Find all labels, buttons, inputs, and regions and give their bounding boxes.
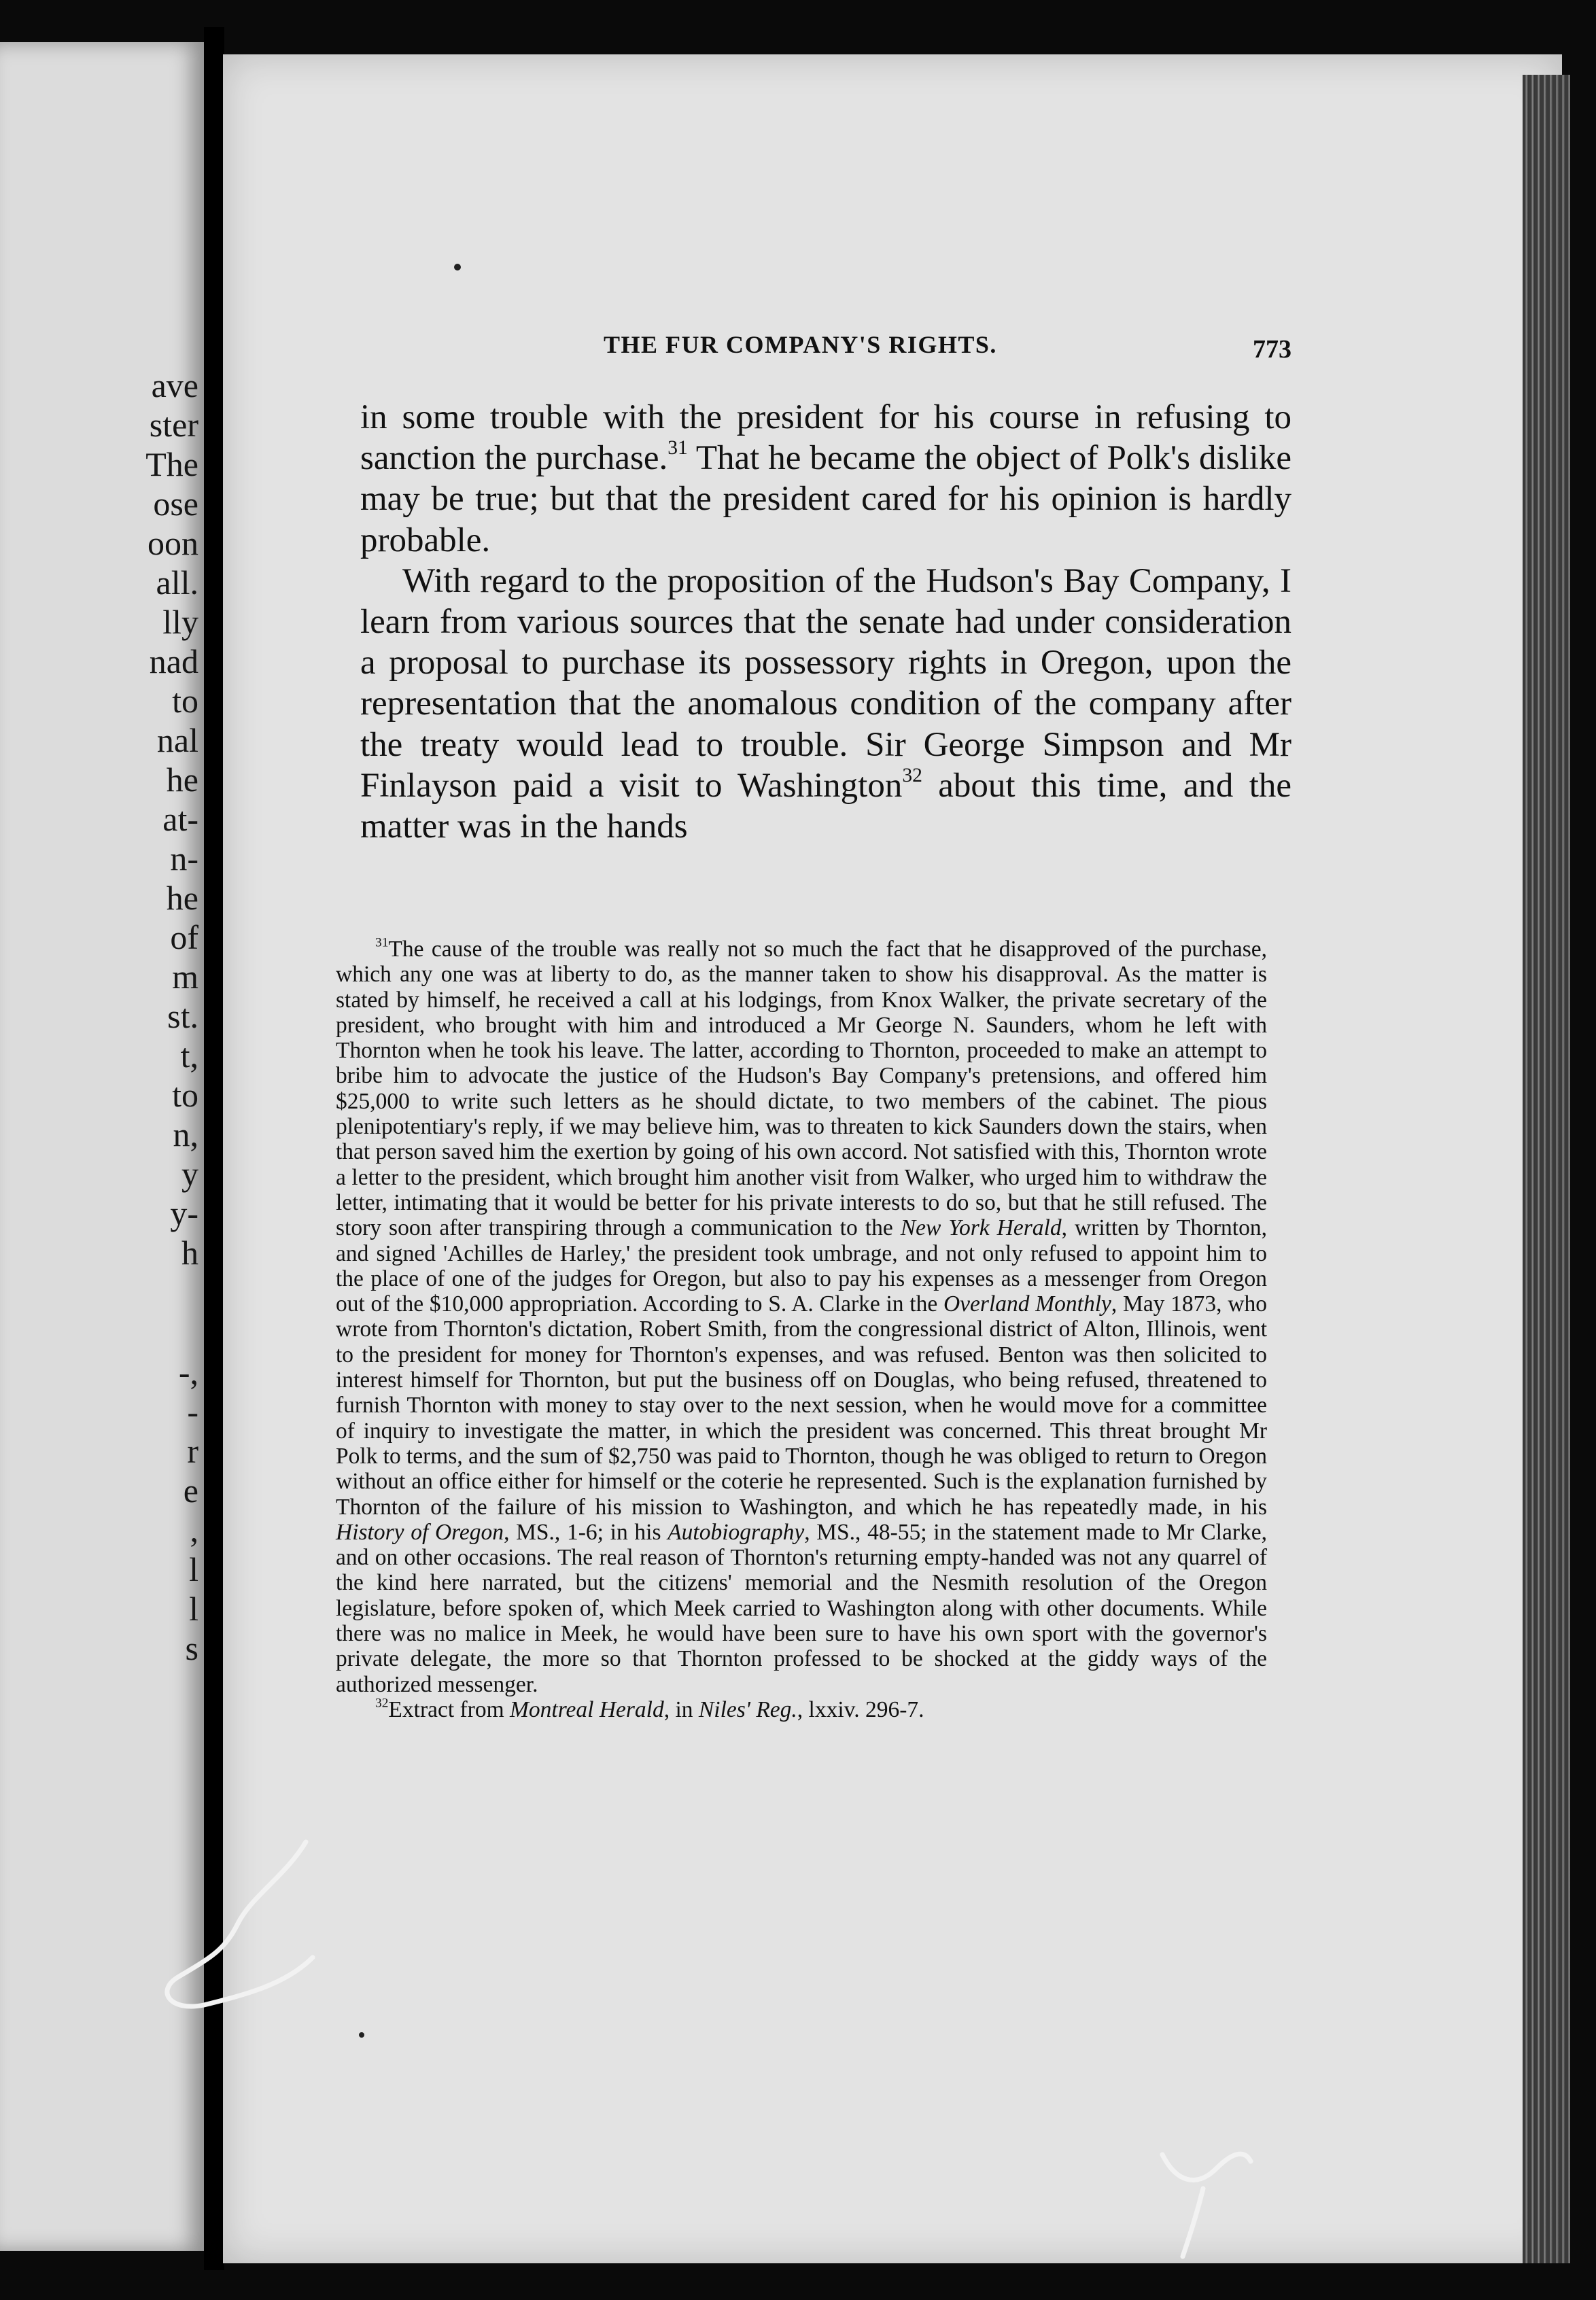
page-header xyxy=(367,325,1291,372)
text-run: , in xyxy=(663,1696,699,1722)
facing-page-line: e xyxy=(183,1471,198,1510)
facing-page-line: l xyxy=(189,1550,198,1588)
italic-title: Autobiography xyxy=(667,1519,805,1545)
text-run: in some trouble with the president for his course in refusing to sanction the purchase. xyxy=(360,398,1291,478)
italic-title: Overland Monthly xyxy=(943,1291,1111,1317)
italic-title: Niles' Reg. xyxy=(698,1696,797,1722)
facing-page-line: ave xyxy=(151,366,198,404)
text-run: With regard to the proposition of the Hudson's Bay Company, I learn from various sources that the senate had under consideration a proposal to purchase its possessory rights in Oregon, upon the representation that the anomalous condition of the company after the treaty would lead to trouble. Sir George Simpson and Mr Finlayson paid a visit to Washington xyxy=(360,561,1291,805)
paragraph xyxy=(360,397,1291,561)
footnote-32 xyxy=(336,1697,1267,1722)
facing-page-line: - xyxy=(187,1393,198,1431)
running-head: THE FUR COMPANY'S RIGHTS. xyxy=(604,331,997,358)
italic-title: New York Herald xyxy=(900,1215,1062,1241)
facing-page-line: The xyxy=(145,445,198,483)
facing-page-line: oon xyxy=(148,524,198,562)
facing-page-line: l xyxy=(189,1590,198,1628)
italic-title: History of Oregon xyxy=(336,1519,504,1545)
facing-page-line: he xyxy=(166,879,198,917)
facing-page-line: n- xyxy=(170,839,198,877)
ink-speck xyxy=(359,2032,364,2038)
facing-page-line: lly xyxy=(162,603,198,641)
facing-page-line: , xyxy=(190,1511,198,1549)
paragraph xyxy=(360,561,1291,847)
facing-page-line: to xyxy=(172,1076,198,1114)
facing-page-line: y- xyxy=(170,1194,198,1232)
facing-page-line: nal xyxy=(156,721,198,759)
facing-page-line: at- xyxy=(162,800,198,838)
footnotes xyxy=(336,937,1267,1722)
facing-page-line: t, xyxy=(180,1036,198,1075)
footnote-31 xyxy=(336,937,1267,1697)
text-run: , May 1873, who wrote from Thornton's dictation, Robert Smith, from the congressional district of Alton, Illinois, went to the president for money for Thornton's expenses, and was refused. Benton was then solicited to interest himself for Thornton, but put the business off on Douglas, who being refused, threatened to furnish Thornton with money to stay over to the next session, when he would move for a committee of inquiry to investigate the matter, in which the president was concerned. This threat brought Mr Polk to terms, and the sum of $2,750 was paid to Thornton, though he was obliged to return to Oregon without an office either for himself or the coterie he represented. Such is the explanation furnished by Thornton of the failure of his mission to Washington, and which he has repeatedly made, in his xyxy=(336,1291,1268,1520)
page-edges xyxy=(1523,75,1570,2263)
ink-speck xyxy=(454,264,461,271)
text-run: about this time, and the matter was in the hands xyxy=(360,766,1292,846)
facing-page-line: nad xyxy=(149,642,198,680)
facing-page-line: -, xyxy=(178,1353,198,1391)
facing-page-line: all. xyxy=(156,563,198,602)
facing-page-line: st. xyxy=(167,997,198,1035)
facing-page-line: s xyxy=(185,1629,198,1667)
facing-page-line: r xyxy=(187,1432,198,1470)
page-number: 773 xyxy=(1253,335,1291,364)
main-text xyxy=(360,397,1291,847)
text-run: , lxxiv. 296-7. xyxy=(797,1696,924,1722)
footnote-number: 32 xyxy=(375,1696,389,1711)
text-run: , written by Thornton, and signed 'Achilles de Harley,' the president took umbrage, and not only refused to appoint him to the place of one of the judges for Oregon, but also to pay his expenses as a messenger from Oregon out of the $10,000 appropriation. According to S. A. Clarke in the xyxy=(336,1215,1267,1317)
facing-page-line: m xyxy=(172,958,198,996)
italic-title: Montreal Herald xyxy=(510,1696,664,1722)
text-run: The cause of the trouble was really not so much the fact that he disapproved of the purchase, which any one was at liberty to do, as the manner taken to show his disapproval. As the matter is stated by himself, he received a call at his lodgings, from Knox Walker, the private secretary of the president, who brought with him and introduced a Mr George N. Saunders, whom he left with Thornton when he took his leave. The latter, according to Thornton, proceeded to make an attempt to bribe him to advocate the justice of the Hudson's Bay Company's pretensions, and offered him $25,000 to write such letters as he should dictate, to two members of the cabinet. The pious plenipotentiary's reply, if we may believe him, was to threaten to kick Saunders down the stairs, when that person saved him the exertion by going of his own accord. Not satisfied with this, Thornton wrote a letter to the president, which brought him another visit from Walker, who urged him to withdraw the letter, intimating that it would be better for his private interests to do so, but that he still refused. The story soon after transpiring through a communication to the xyxy=(336,937,1267,1241)
facing-page-line: y xyxy=(181,1155,198,1193)
facing-page-line: ster xyxy=(149,406,198,444)
text-run: Extract from xyxy=(388,1696,510,1722)
text-run: , MS., 48-55; in the statement made to Mr Clarke, and on other occasions. The real reason of Thornton's returning empty-handed was not any quarrel of the kind here narrated, but the citizens' memorial and the Nesmith resolution of the Oregon legislature, before spoken of, which Meek carried to Washington along with other documents. While there was no malice in Meek, he would have been sure to have his own sport with the governor's private delegate, the more so that Thornton professed to be shocked at the giddy ways of the authorized messenger. xyxy=(336,1519,1268,1697)
facing-page-line: to xyxy=(172,682,198,720)
pencil-mark-bottom xyxy=(1156,2141,1264,2263)
footnote-number: 31 xyxy=(375,935,389,950)
facing-page-line: he xyxy=(166,761,198,799)
text-run: That he became the object of Polk's dislike may be true; but that the president cared for his opinion is hardly probable. xyxy=(360,439,1291,559)
pencil-scribble-mark xyxy=(150,1822,353,2025)
facing-page-line: ose xyxy=(153,485,198,523)
text-run: , MS., 1-6; in his xyxy=(504,1519,668,1545)
facing-page-line: h xyxy=(181,1234,198,1272)
footnote-ref: 31 xyxy=(667,437,688,459)
facing-page-line: n, xyxy=(173,1115,198,1153)
facing-page-line: of xyxy=(170,918,198,956)
footnote-ref: 32 xyxy=(902,764,922,786)
